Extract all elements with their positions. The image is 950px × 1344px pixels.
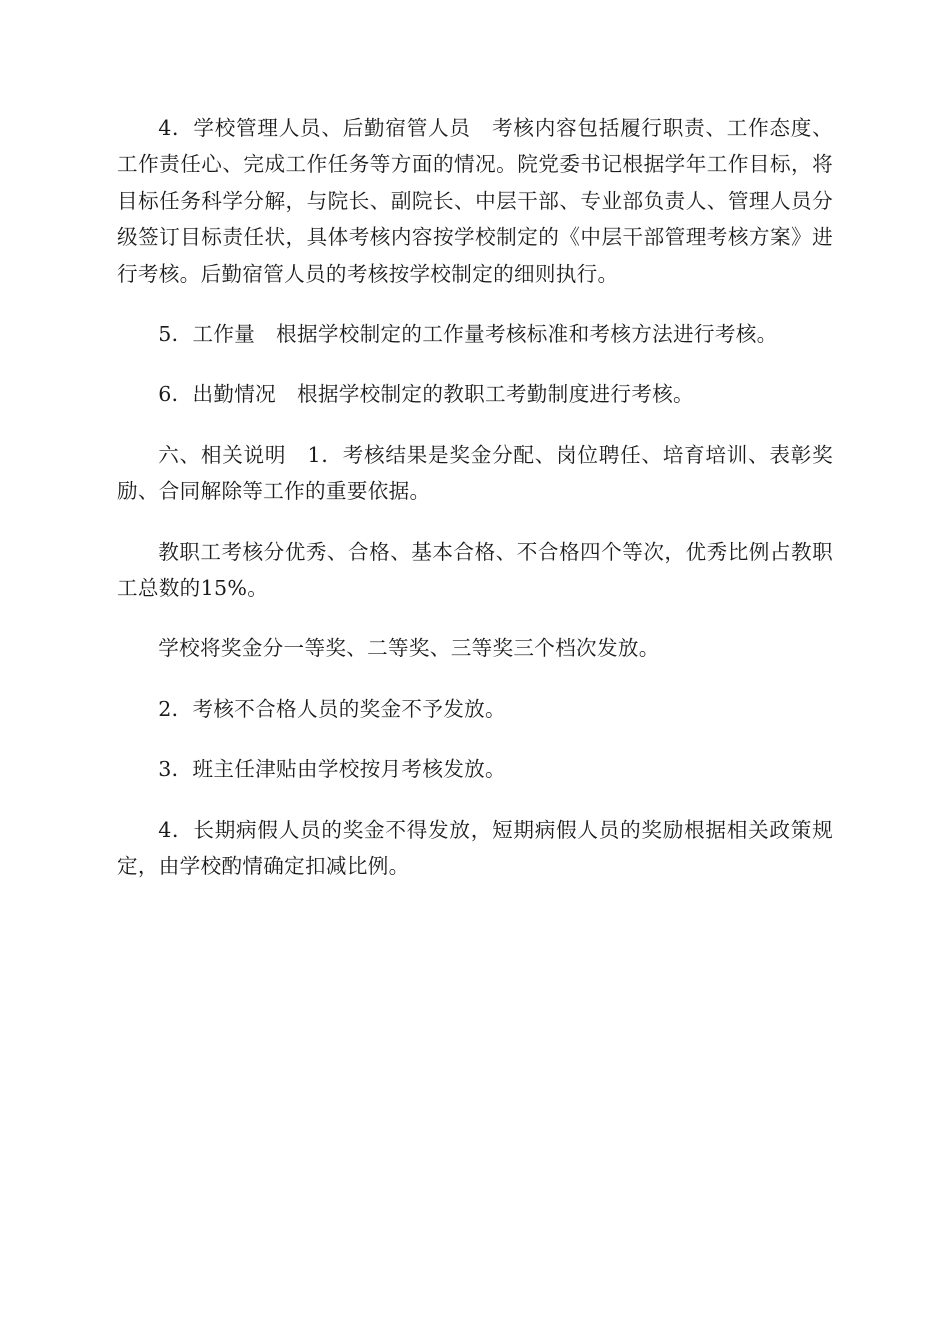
document-body [117, 110, 833, 909]
paragraph-unqualified-bonus: 2．考核不合格人员的奖金不予发放。 [158, 696, 506, 721]
paragraph-related-notes: 六、相关说明 1．考核结果是奖金分配、岗位聘任、培育培训、表彰奖励、合同解除等工作的重要依据。 [117, 442, 833, 504]
paragraph-workload: 5．工作量 根据学校制定的工作量考核标准和考核方法进行考核。 [158, 322, 778, 347]
paragraph-management-staff-assessment: 4．学校管理人员、后勤宿管人员 考核内容包括履行职责、工作态度、工作责任心、完成工作任务等方面的情况。院党委书记根据学年工作目标，将目标任务科学分解，与院长、副院长、中层干部、专业部负责人、管理人员分级签订目标责任状，具体考核内容按学校制定的《中层干部管理考核方案》进行考核。后勤宿管人员的考核按学校制定的细则执行。 [117, 116, 833, 286]
paragraph-class-teacher-allowance: 3．班主任津贴由学校按月考核发放。 [158, 757, 506, 782]
paragraph-attendance: 6．出勤情况 根据学校制定的教职工考勤制度进行考核。 [158, 382, 694, 407]
paragraph-assessment-grades: 教职工考核分优秀、合格、基本合格、不合格四个等次，优秀比例占教职工总数的15%。 [117, 539, 833, 601]
paragraph-bonus-levels: 学校将奖金分一等奖、二等奖、三等奖三个档次发放。 [158, 636, 660, 661]
paragraph-sick-leave-bonus: 4．长期病假人员的奖金不得发放，短期病假人员的奖励根据相关政策规定，由学校酌情确定扣减比例。 [117, 817, 833, 879]
